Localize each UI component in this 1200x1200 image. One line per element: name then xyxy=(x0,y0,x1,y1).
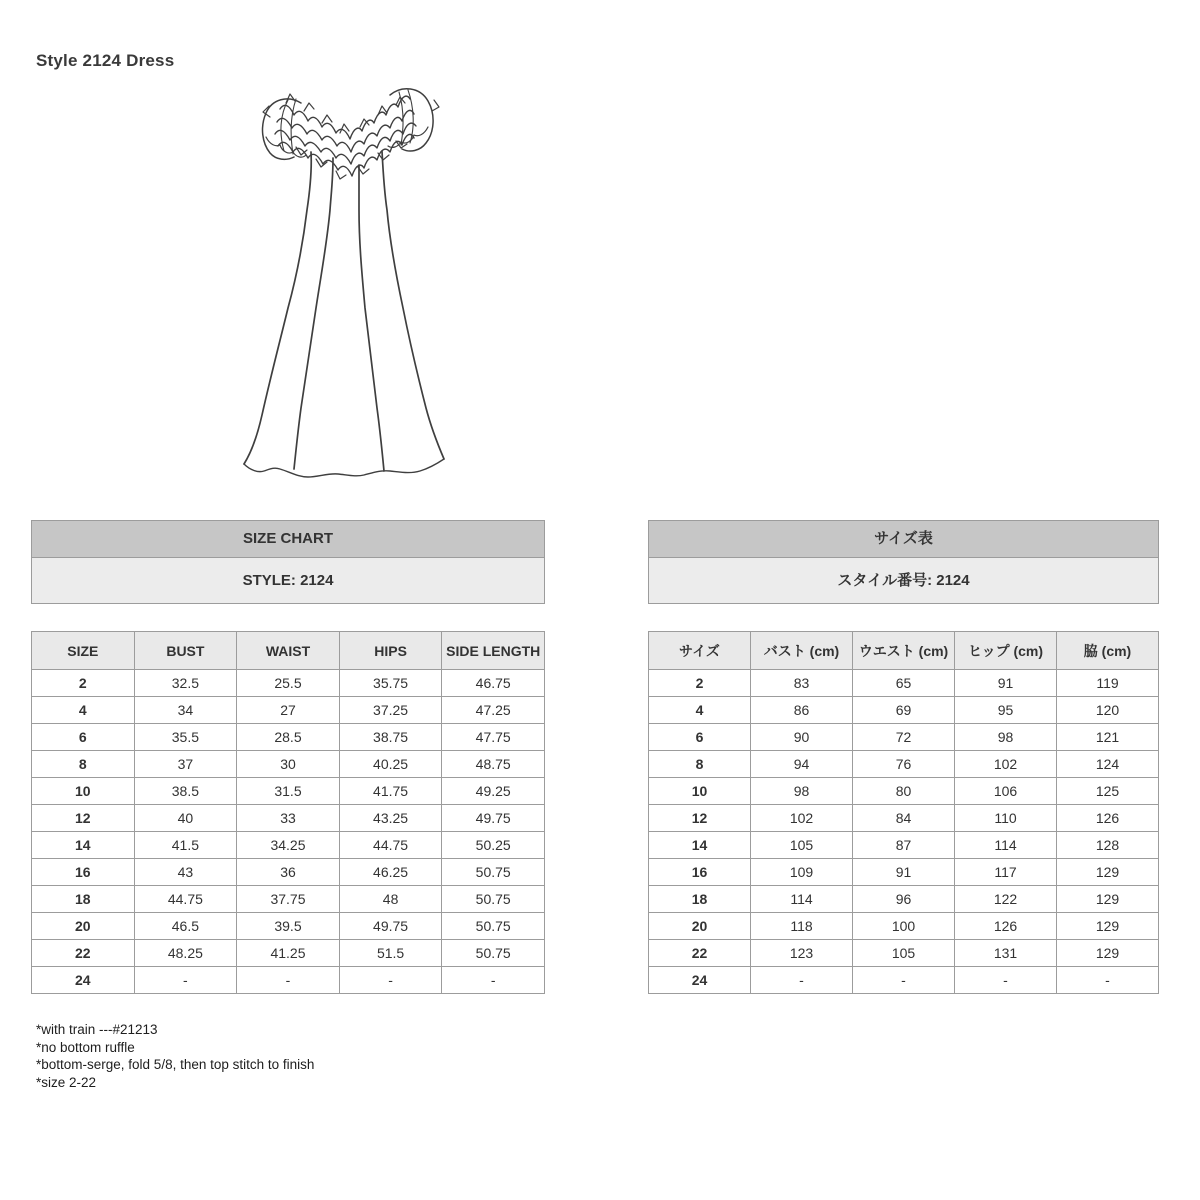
column-header: サイズ xyxy=(649,632,751,670)
measurement-cell: 44.75 xyxy=(339,832,442,859)
measurement-cell: 49.75 xyxy=(442,805,545,832)
measurement-cell: 125 xyxy=(1057,778,1159,805)
measurement-cell: 50.75 xyxy=(442,940,545,967)
size-cell: 16 xyxy=(32,859,135,886)
table-row xyxy=(32,967,545,994)
table-row xyxy=(32,724,545,751)
measurement-cell: 105 xyxy=(751,832,853,859)
table-row xyxy=(32,913,545,940)
measurement-cell: 48.25 xyxy=(134,940,237,967)
table-row xyxy=(649,913,1159,940)
measurement-cell: 48.75 xyxy=(442,751,545,778)
measurement-cell: 129 xyxy=(1057,886,1159,913)
size-table-japanese xyxy=(648,631,1159,994)
measurement-cell: 95 xyxy=(955,697,1057,724)
measurement-cell: 37 xyxy=(134,751,237,778)
note-line: *bottom-serge, fold 5/8, then top stitch to finish xyxy=(36,1057,315,1072)
table-row xyxy=(32,805,545,832)
column-header: ヒップ (cm) xyxy=(955,632,1057,670)
size-cell: 20 xyxy=(649,913,751,940)
measurement-cell: 91 xyxy=(853,859,955,886)
measurement-cell: - xyxy=(751,967,853,994)
table-row xyxy=(32,778,545,805)
size-chart-japanese-title: サイズ表 xyxy=(649,521,1158,558)
size-table-english xyxy=(31,631,545,994)
measurement-cell: - xyxy=(442,967,545,994)
size-cell: 8 xyxy=(32,751,135,778)
measurement-cell: 87 xyxy=(853,832,955,859)
measurement-cell: 28.5 xyxy=(237,724,340,751)
measurement-cell: 51.5 xyxy=(339,940,442,967)
measurement-cell: 32.5 xyxy=(134,670,237,697)
size-chart-english-style: STYLE: 2124 xyxy=(32,558,544,603)
measurement-cell: 40.25 xyxy=(339,751,442,778)
measurement-cell: 90 xyxy=(751,724,853,751)
table-row xyxy=(649,778,1159,805)
size-cell: 8 xyxy=(649,751,751,778)
measurement-cell: 25.5 xyxy=(237,670,340,697)
measurement-cell: 100 xyxy=(853,913,955,940)
column-header: WAIST xyxy=(237,632,340,670)
measurement-cell: 109 xyxy=(751,859,853,886)
size-cell: 18 xyxy=(649,886,751,913)
measurement-cell: 122 xyxy=(955,886,1057,913)
table-row xyxy=(649,832,1159,859)
size-cell: 24 xyxy=(649,967,751,994)
measurement-cell: 126 xyxy=(1057,805,1159,832)
measurement-cell: 50.75 xyxy=(442,886,545,913)
measurement-cell: 33 xyxy=(237,805,340,832)
measurement-cell: 102 xyxy=(751,805,853,832)
size-cell: 20 xyxy=(32,913,135,940)
size-chart-english-header xyxy=(31,520,545,604)
size-cell: 6 xyxy=(32,724,135,751)
table-row xyxy=(649,859,1159,886)
measurement-cell: 94 xyxy=(751,751,853,778)
measurement-cell: 84 xyxy=(853,805,955,832)
measurement-cell: - xyxy=(339,967,442,994)
column-header: SIZE xyxy=(32,632,135,670)
measurement-cell: 110 xyxy=(955,805,1057,832)
table-row xyxy=(649,886,1159,913)
measurement-cell: 47.25 xyxy=(442,697,545,724)
measurement-cell: 98 xyxy=(955,724,1057,751)
measurement-cell: 128 xyxy=(1057,832,1159,859)
measurement-cell: 120 xyxy=(1057,697,1159,724)
size-cell: 2 xyxy=(32,670,135,697)
measurement-cell: 91 xyxy=(955,670,1057,697)
table-row xyxy=(649,805,1159,832)
neckline-ruffle xyxy=(275,96,416,176)
measurement-cell: 34 xyxy=(134,697,237,724)
size-cell: 4 xyxy=(649,697,751,724)
size-chart-english xyxy=(31,520,545,994)
measurement-cell: 30 xyxy=(237,751,340,778)
measurement-cell: 96 xyxy=(853,886,955,913)
size-cell: 12 xyxy=(32,805,135,832)
size-cell: 14 xyxy=(649,832,751,859)
page-title: Style 2124 Dress xyxy=(36,51,175,71)
table-row xyxy=(32,832,545,859)
measurement-cell: 106 xyxy=(955,778,1057,805)
size-cell: 4 xyxy=(32,697,135,724)
note-line: *with train ---#21213 xyxy=(36,1022,158,1037)
measurement-cell: 49.25 xyxy=(442,778,545,805)
measurement-cell: 50.75 xyxy=(442,859,545,886)
ruffle-accents xyxy=(286,94,407,179)
measurement-cell: 123 xyxy=(751,940,853,967)
measurement-cell: 39.5 xyxy=(237,913,340,940)
measurement-cell: 65 xyxy=(853,670,955,697)
measurement-cell: 44.75 xyxy=(134,886,237,913)
size-chart-japanese-style: スタイル番号: 2124 xyxy=(649,558,1158,603)
measurement-cell: 114 xyxy=(751,886,853,913)
header-row xyxy=(649,632,1159,670)
measurement-cell: - xyxy=(853,967,955,994)
measurement-cell: 118 xyxy=(751,913,853,940)
table-row xyxy=(32,697,545,724)
column-header: ウエスト (cm) xyxy=(853,632,955,670)
measurement-cell: 76 xyxy=(853,751,955,778)
column-header: 脇 (cm) xyxy=(1057,632,1159,670)
measurement-cell: 83 xyxy=(751,670,853,697)
table-row xyxy=(32,940,545,967)
measurement-cell: 129 xyxy=(1057,940,1159,967)
measurement-cell: 69 xyxy=(853,697,955,724)
table-row xyxy=(32,886,545,913)
measurement-cell: 105 xyxy=(853,940,955,967)
table-row xyxy=(649,940,1159,967)
column-header: BUST xyxy=(134,632,237,670)
measurement-cell: 43 xyxy=(134,859,237,886)
measurement-cell: 46.25 xyxy=(339,859,442,886)
size-chart-english-title: SIZE CHART xyxy=(32,521,544,558)
left-sleeve xyxy=(263,99,306,159)
size-cell: 2 xyxy=(649,670,751,697)
column-header: バスト (cm) xyxy=(751,632,853,670)
table-row xyxy=(649,751,1159,778)
measurement-cell: 41.25 xyxy=(237,940,340,967)
dress-sketch xyxy=(200,75,480,495)
measurement-cell: 86 xyxy=(751,697,853,724)
table-row xyxy=(32,859,545,886)
measurement-cell: - xyxy=(955,967,1057,994)
table-row xyxy=(649,697,1159,724)
note-line: *no bottom ruffle xyxy=(36,1039,135,1055)
measurement-cell: 80 xyxy=(853,778,955,805)
size-cell: 22 xyxy=(649,940,751,967)
size-cell: 12 xyxy=(649,805,751,832)
measurement-cell: 129 xyxy=(1057,913,1159,940)
measurement-cell: 124 xyxy=(1057,751,1159,778)
dress-sketch-svg xyxy=(200,75,480,495)
size-cell: 6 xyxy=(649,724,751,751)
measurement-cell: 72 xyxy=(853,724,955,751)
measurement-cell: 47.75 xyxy=(442,724,545,751)
table-row xyxy=(32,751,545,778)
measurement-cell: 38.75 xyxy=(339,724,442,751)
measurement-cell: 114 xyxy=(955,832,1057,859)
measurement-cell: 50.75 xyxy=(442,913,545,940)
measurement-cell: - xyxy=(134,967,237,994)
measurement-cell: 49.75 xyxy=(339,913,442,940)
size-cell: 10 xyxy=(32,778,135,805)
header-row xyxy=(32,632,545,670)
table-row xyxy=(649,724,1159,751)
measurement-cell: 34.25 xyxy=(237,832,340,859)
column-header: HIPS xyxy=(339,632,442,670)
measurement-cell: 40 xyxy=(134,805,237,832)
size-cell: 24 xyxy=(32,967,135,994)
size-cell: 14 xyxy=(32,832,135,859)
measurement-cell: - xyxy=(1057,967,1159,994)
note-line: *size 2-22 xyxy=(36,1074,97,1090)
measurement-cell: 36 xyxy=(237,859,340,886)
measurement-cell: 35.5 xyxy=(134,724,237,751)
size-chart-japanese-header xyxy=(648,520,1159,604)
size-cell: 10 xyxy=(649,778,751,805)
measurement-cell: 46.75 xyxy=(442,670,545,697)
measurement-cell: 50.25 xyxy=(442,832,545,859)
measurement-cell: - xyxy=(237,967,340,994)
size-cell: 18 xyxy=(32,886,135,913)
measurement-cell: 102 xyxy=(955,751,1057,778)
measurement-cell: 31.5 xyxy=(237,778,340,805)
measurement-cell: 43.25 xyxy=(339,805,442,832)
table-row xyxy=(649,670,1159,697)
measurement-cell: 129 xyxy=(1057,859,1159,886)
size-cell: 22 xyxy=(32,940,135,967)
measurement-cell: 27 xyxy=(237,697,340,724)
size-cell: 16 xyxy=(649,859,751,886)
dress-body-lines xyxy=(244,151,444,477)
measurement-cell: 35.75 xyxy=(339,670,442,697)
measurement-cell: 126 xyxy=(955,913,1057,940)
measurement-cell: 98 xyxy=(751,778,853,805)
measurement-cell: 119 xyxy=(1057,670,1159,697)
table-row xyxy=(32,670,545,697)
measurement-cell: 41.5 xyxy=(134,832,237,859)
measurement-cell: 37.75 xyxy=(237,886,340,913)
measurement-cell: 46.5 xyxy=(134,913,237,940)
measurement-cell: 117 xyxy=(955,859,1057,886)
measurement-cell: 41.75 xyxy=(339,778,442,805)
measurement-cell: 38.5 xyxy=(134,778,237,805)
column-header: SIDE LENGTH xyxy=(442,632,545,670)
size-chart-japanese xyxy=(648,520,1159,994)
measurement-cell: 48 xyxy=(339,886,442,913)
table-row xyxy=(649,967,1159,994)
footnotes xyxy=(36,1021,314,1091)
measurement-cell: 131 xyxy=(955,940,1057,967)
measurement-cell: 37.25 xyxy=(339,697,442,724)
measurement-cell: 121 xyxy=(1057,724,1159,751)
